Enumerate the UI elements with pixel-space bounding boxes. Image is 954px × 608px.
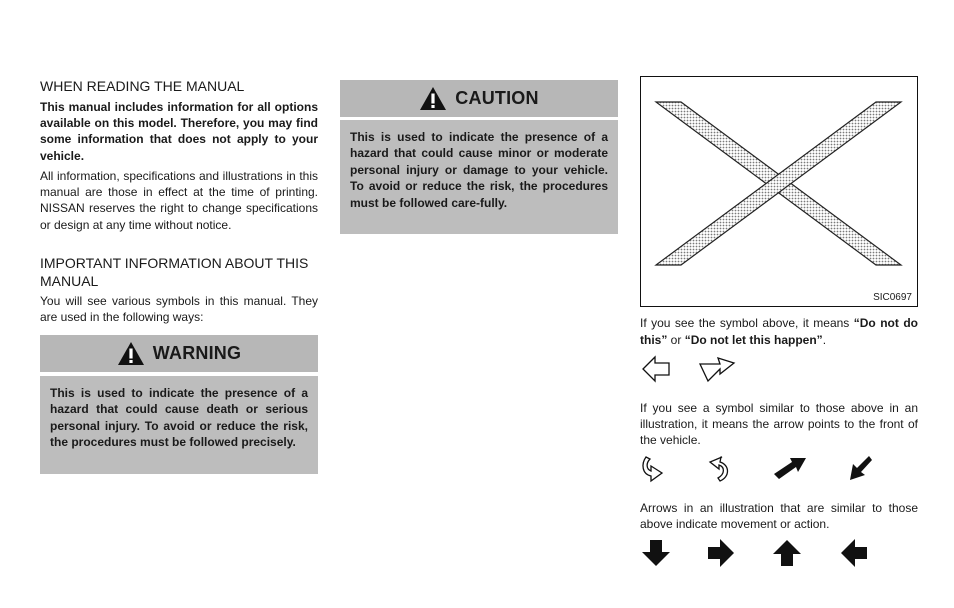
action-arrow-row xyxy=(640,538,918,570)
arrow-up-icon xyxy=(772,538,802,568)
movement-arrow-row xyxy=(640,454,918,486)
do-not-text-prefix: If you see the symbol above, it means xyxy=(640,316,854,330)
x-mark-icon xyxy=(641,77,917,306)
left-outline-arrow-icon xyxy=(641,354,671,384)
do-not-explanation xyxy=(640,315,918,349)
arrow-right-icon xyxy=(706,538,736,568)
arrow-left-icon xyxy=(839,538,869,568)
caution-header xyxy=(340,80,618,117)
front-outline-arrow-icon xyxy=(696,354,736,384)
warning-box xyxy=(40,376,318,474)
caution-label: CAUTION xyxy=(455,88,539,108)
warning-text: This is used to indicate the presence of a hazard that could cause death or serious personal injury. To avoid or reduce the risk, the procedures must be followed precisely. xyxy=(50,386,308,450)
options-notice: This manual includes information for all options available on this model. Therefore, you may find some information that does not apply to your vehicle. xyxy=(40,100,318,163)
caution-text: This is used to indicate the presence of a hazard that could cause minor or moderate personal injury or damage to your vehicle. To avoid or reduce the risk, the procedures must be followed care-fully. xyxy=(350,130,608,210)
curved-arrow-back-icon xyxy=(706,454,732,484)
diagonal-arrow-down-left-icon xyxy=(847,454,873,482)
do-not-figure xyxy=(640,76,918,307)
do-not-text-or: or xyxy=(667,333,685,347)
arrow-down-icon xyxy=(641,538,671,568)
front-arrow-row xyxy=(640,354,918,386)
do-not-text-suffix: . xyxy=(822,333,827,347)
section-heading-reading: WHEN READING THE MANUAL xyxy=(40,78,245,94)
symbols-intro: You will see various symbols in this manual. They are used in the following ways: xyxy=(40,294,318,325)
warning-triangle-icon xyxy=(117,341,145,366)
curved-arrow-right-icon xyxy=(640,454,666,484)
section-heading-important: IMPORTANT INFORMATION ABOUT THIS MANUAL xyxy=(40,255,309,289)
specifications-paragraph: All information, specifications and illustrations in this manual are those in effect at the time of printing. NISSAN reserves the right to change specifications or design at any time without notice. xyxy=(40,169,318,232)
warning-header xyxy=(40,335,318,372)
warning-triangle-icon xyxy=(419,86,447,111)
do-not-do-this: “Do not do this” xyxy=(640,316,918,347)
do-not-let-happen: “Do not let this happen” xyxy=(684,333,823,347)
front-arrow-explanation: If you see a symbol similar to those above in an illustration, it means the arrow points to the front of the vehicle. xyxy=(640,401,918,448)
movement-arrow-explanation: Arrows in an illustration that are similar to those above indicate movement or action. xyxy=(640,501,918,532)
figure-code: SIC0697 xyxy=(873,292,912,303)
warning-label: WARNING xyxy=(152,343,242,363)
diagonal-arrow-up-right-icon xyxy=(772,454,808,480)
caution-box xyxy=(340,120,618,234)
